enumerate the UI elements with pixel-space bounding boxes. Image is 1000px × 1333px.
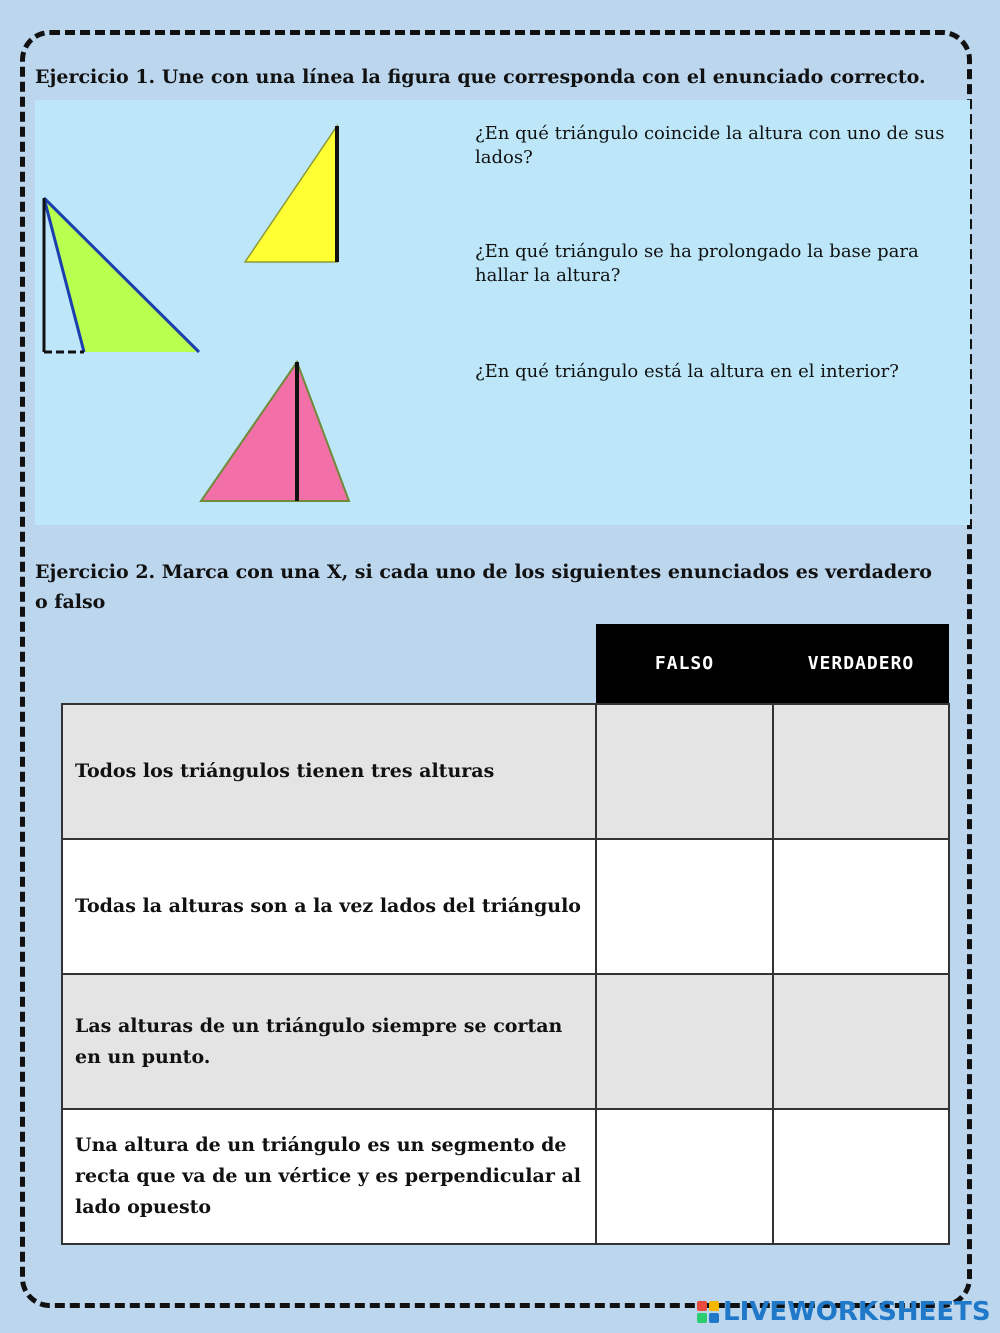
verdadero-cell-2[interactable] — [773, 839, 949, 974]
right-triangle[interactable] — [245, 126, 337, 262]
logo-icon — [697, 1301, 719, 1323]
falso-cell-3[interactable] — [596, 974, 773, 1109]
question-3[interactable]: ¿En qué triángulo está la altura en el interior? — [475, 361, 899, 382]
table-row — [62, 839, 949, 974]
question-2[interactable]: ¿En qué triángulo se ha prolongado la base para hallar la altura? — [475, 241, 919, 286]
header-verdadero: VERDADERO — [773, 624, 949, 704]
header-falso: FALSO — [596, 624, 773, 704]
header-spacer — [62, 624, 596, 704]
table-row — [62, 704, 949, 839]
verdadero-cell-4[interactable] — [773, 1109, 949, 1244]
table-header-row — [62, 624, 949, 704]
exercise1-title: Ejercicio 1. Une con una línea la figura que corresponda con el enunciado correcto. — [35, 66, 926, 88]
table-row — [62, 974, 949, 1109]
true-false-table — [61, 624, 950, 1245]
obtuse-triangle[interactable] — [44, 198, 199, 352]
logo-text: LIVEWORKSHEETS — [723, 1297, 991, 1327]
falso-cell-1[interactable] — [596, 704, 773, 839]
question-1[interactable]: ¿En qué triángulo coincide la altura con uno de sus lados? — [475, 123, 945, 168]
acute-triangle[interactable] — [201, 362, 349, 501]
statement-4: Una altura de un triángulo es un segmento de recta que va de un vértice y es perpendicular al lado opuesto — [62, 1109, 596, 1244]
liveworksheets-logo — [697, 1297, 991, 1327]
statement-2: Todas la alturas son a la vez lados del triángulo — [62, 839, 596, 974]
statement-1: Todos los triángulos tienen tres alturas — [62, 704, 596, 839]
statement-3: Las alturas de un triángulo siempre se cortan en un punto. — [62, 974, 596, 1109]
verdadero-cell-1[interactable] — [773, 704, 949, 839]
falso-cell-2[interactable] — [596, 839, 773, 974]
matching-panel — [35, 100, 970, 525]
falso-cell-4[interactable] — [596, 1109, 773, 1244]
exercise2-title: Ejercicio 2. Marca con una X, si cada uno de los siguientes enunciados es verdadero o falso — [35, 561, 932, 613]
verdadero-cell-3[interactable] — [773, 974, 949, 1109]
table-row — [62, 1109, 949, 1244]
